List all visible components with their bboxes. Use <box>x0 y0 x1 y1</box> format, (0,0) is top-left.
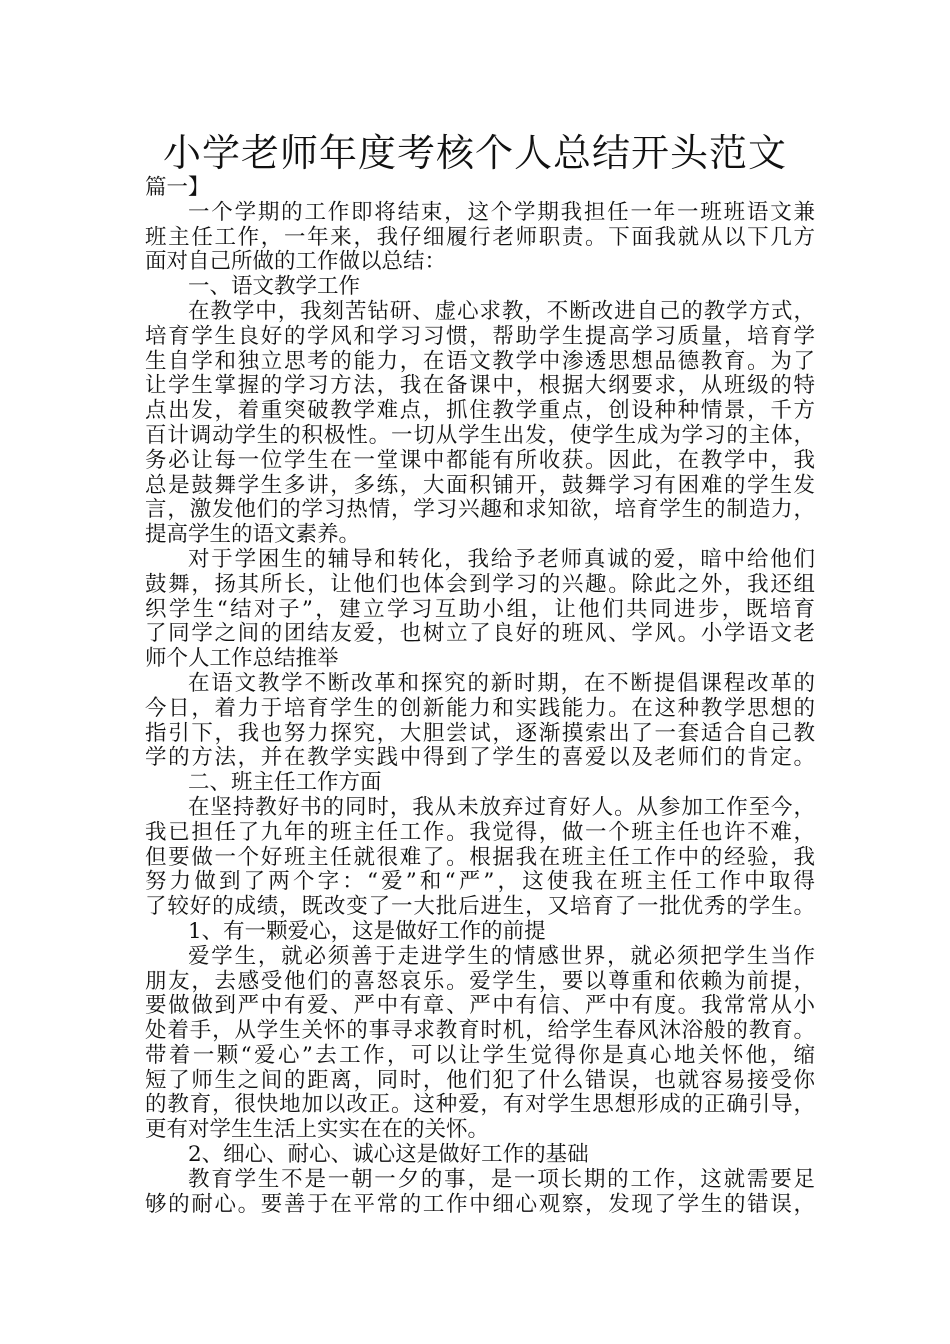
body-line: 在语文教学不断改革和探究的新时期，在不断提倡课程改革的 <box>188 670 815 696</box>
body-line: 朋友，去感受他们的喜怒哀乐。爱学生，要以尊重和依赖为前提， <box>145 968 815 994</box>
body-line: 让学生掌握的学习方法，我在备课中，根据大纲要求，从班级的特 <box>145 373 815 399</box>
body-line: 点出发，着重突破教学难点，抓住教学重点，创设种种情景，千方 <box>145 398 815 424</box>
body-line: 要做做到严中有爱、严中有章、严中有信、严中有度。我常常从小 <box>145 993 815 1019</box>
document-title: 小学老师年度考核个人总结开头范文 <box>162 131 787 175</box>
body-line: 2、细心、耐心、诚心这是做好工作的基础 <box>188 1142 589 1168</box>
document-body <box>145 176 815 1217</box>
body-line: 师个人工作总结推举 <box>145 646 339 672</box>
body-line: 百计调动学生的积极性。一切从学生出发，使学生成为学习的主体， <box>145 422 815 448</box>
body-line: 提高学生的语文素养。 <box>145 522 361 548</box>
body-line: 言，激发他们的学习热情，学习兴趣和求知欲，培育学生的制造力， <box>145 497 815 523</box>
body-line: 鼓舞，扬其所长，让他们也体会到学习的兴趣。除此之外，我还组 <box>145 571 815 597</box>
body-line: 一、语文教学工作 <box>188 274 361 300</box>
body-line: 篇一】 <box>145 175 210 200</box>
body-line: 爱学生，就必须善于走进学生的情感世界，就必须把学生当作 <box>188 943 815 969</box>
body-line: 总是鼓舞学生多讲，多练，大面积铺开，鼓舞学习有困难的学生发 <box>145 472 815 498</box>
body-line: 班主任工作，一年来，我仔细履行老师职责。下面我就从以下几方 <box>145 224 815 250</box>
body-line: 指引下，我也努力探究，大胆尝试，逐渐摸索出了一套适合自己教 <box>145 720 815 746</box>
body-line: 二、班主任工作方面 <box>188 770 382 796</box>
body-line: 织学生“结对子”，建立学习互助小组，让他们共同进步，既培育 <box>145 596 815 622</box>
body-line: 但要做一个好班主任就很难了。根据我在班主任工作中的经验，我 <box>145 844 815 870</box>
body-line: 面对自己所做的工作做以总结： <box>145 249 447 275</box>
body-line: 一个学期的工作即将结束，这个学期我担任一年一班班语文兼 <box>188 199 815 225</box>
body-line: 了同学之间的团结友爱，也树立了良好的班风、学风。小学语文老 <box>145 621 815 647</box>
body-line: 在坚持教好书的同时，我从未放弃过育好人。从参加工作至今， <box>188 794 815 820</box>
body-line: 了较好的成绩，既改变了一大批后进生，又培育了一批优秀的学生。 <box>145 894 815 920</box>
body-line: 对于学困生的辅导和转化，我给予老师真诚的爱，暗中给他们 <box>188 546 815 572</box>
body-line: 教育学生不是一朝一夕的事，是一项长期的工作，这就需要足 <box>188 1166 815 1192</box>
body-line: 我已担任了九年的班主任工作。我觉得，做一个班主任也许不难， <box>145 819 815 845</box>
body-line: 带着一颗“爱心”去工作，可以让学生觉得你是真心地关怀他，缩 <box>145 1042 815 1068</box>
body-line: 努力做到了两个字：“爱”和“严”，这使我在班主任工作中取得 <box>145 869 815 895</box>
body-line: 今日，着力于培育学生的创新能力和实践能力。在这种教学思想的 <box>145 695 815 721</box>
body-line: 培育学生良好的学风和学习习惯，帮助学生提高学习质量，培育学 <box>145 323 815 349</box>
body-line: 务必让每一位学生在一堂课中都能有所收获。因此，在教学中，我 <box>145 447 815 473</box>
body-line: 的教育，很快地加以改正。这种爱，有对学生思想形成的正确引导， <box>145 1092 815 1118</box>
body-line: 在教学中，我刻苦钻研、虚心求教，不断改进自己的教学方式， <box>188 298 815 324</box>
body-line: 够的耐心。要善于在平常的工作中细心观察，发现了学生的错误， <box>145 1191 815 1217</box>
body-line: 更有对学生生活上实实在在的关怀。 <box>145 1117 490 1143</box>
body-line: 生自学和独立思考的能力，在语文教学中渗透思想品德教育。为了 <box>145 348 815 374</box>
body-line: 学的方法，并在教学实践中得到了学生的喜爱以及老师们的肯定。 <box>145 745 815 771</box>
body-line: 1、有一颗爱心，这是做好工作的前提 <box>188 918 546 944</box>
body-line: 处着手，从学生关怀的事寻求教育时机，给学生春风沐浴般的教育。 <box>145 1018 815 1044</box>
body-line: 短了师生之间的距离，同时，他们犯了什么错误，也就容易接受你 <box>145 1067 815 1093</box>
